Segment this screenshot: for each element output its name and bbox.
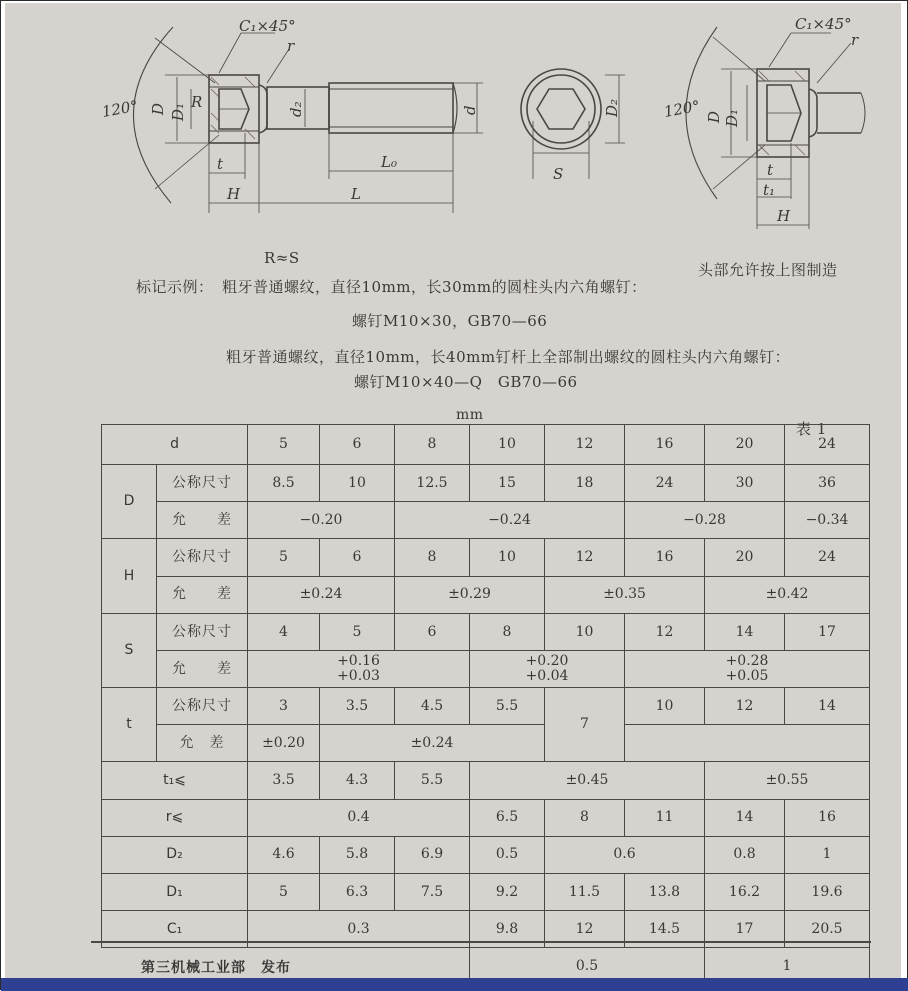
cell: 6	[395, 613, 470, 650]
cell: 3	[248, 688, 320, 725]
tol-upper: +0.28	[725, 653, 769, 670]
label-D-right: D	[705, 110, 723, 123]
label-t-left: t	[217, 155, 224, 173]
label-d: d	[461, 105, 479, 115]
row-H-nominal	[102, 539, 870, 576]
footer-rule	[91, 941, 871, 943]
cell: 5	[248, 425, 320, 465]
alternate-head-drawing	[686, 27, 865, 229]
cell: 6	[320, 425, 395, 465]
label-angle-left: 120°	[100, 96, 140, 121]
label-chamfer-left: C₁×45°	[239, 17, 296, 35]
label-D1-right: D₁	[723, 108, 741, 127]
label-D: D	[102, 465, 157, 539]
cell: 36	[785, 465, 870, 502]
label-R: R	[191, 93, 203, 111]
dimension-table	[101, 424, 870, 978]
cell	[625, 725, 870, 762]
label-d2: d₂	[287, 101, 305, 117]
cell: 4	[248, 613, 320, 650]
row-r	[102, 799, 870, 836]
label-r-right: r	[851, 31, 859, 49]
label-D1: D₁	[102, 873, 248, 910]
cell: 17	[705, 911, 785, 948]
cell: 0.6	[545, 836, 705, 873]
cell: 7	[545, 688, 625, 762]
row-t-nominal	[102, 688, 870, 725]
end-view-drawing	[521, 69, 625, 179]
cell: ±0.42	[705, 576, 870, 613]
cell: 16	[625, 425, 705, 465]
cell: 5	[320, 613, 395, 650]
cell: 1	[705, 948, 870, 978]
cell: 10	[320, 465, 395, 502]
cell: ±0.29	[395, 576, 545, 613]
cell: 8.5	[248, 465, 320, 502]
label-H-right: H	[777, 207, 791, 225]
cell: 0.8	[705, 836, 785, 873]
example2-mark: 螺钉M10×40—Q GB70—66	[354, 373, 578, 391]
label-C1: C₁	[102, 911, 248, 948]
label-nominal: 公称尺寸	[157, 613, 248, 650]
row-D2	[102, 836, 870, 873]
cell: 0.3	[248, 911, 470, 948]
label-nominal: 公称尺寸	[157, 539, 248, 576]
cell: 11	[625, 799, 705, 836]
label-L0: L₀	[381, 153, 397, 171]
label-D2: D₂	[102, 836, 248, 873]
cell: −0.34	[785, 502, 870, 539]
cell: 17	[785, 613, 870, 650]
label-L: L	[351, 185, 361, 203]
cell: 6	[320, 539, 395, 576]
cell: 0.4	[248, 799, 470, 836]
cell: 0.5	[470, 836, 545, 873]
cell: 12.5	[395, 465, 470, 502]
label-tolerance: 允 差	[157, 725, 248, 762]
label-angle-right: 120°	[662, 96, 702, 121]
cell: 6.9	[395, 836, 470, 873]
cell	[625, 650, 870, 687]
row-t1	[102, 762, 870, 799]
cell: 14	[785, 688, 870, 725]
cell: 10	[545, 613, 625, 650]
cell: ±0.55	[705, 762, 870, 799]
cell: 18	[545, 465, 625, 502]
window-bottom-bar	[1, 978, 908, 991]
cell: 0.5	[470, 948, 705, 978]
label-t: t	[102, 688, 157, 762]
publisher-text: 第三机械工业部 发布	[141, 960, 291, 976]
cell: 9.2	[470, 873, 545, 910]
cell: 20	[705, 539, 785, 576]
row-S-tolerance	[102, 650, 870, 687]
cell	[470, 650, 625, 687]
cell: 24	[785, 425, 870, 465]
row-D-tolerance	[102, 502, 870, 539]
cell: 12	[545, 425, 625, 465]
cell: ±0.20	[248, 725, 320, 762]
row-H-tolerance	[102, 576, 870, 613]
tol-lower: +0.04	[525, 668, 569, 685]
cell: 3.5	[320, 688, 395, 725]
cell: 24	[625, 465, 705, 502]
cell: 10	[625, 688, 705, 725]
cell: 24	[785, 539, 870, 576]
cell: 30	[705, 465, 785, 502]
cell: 11.5	[545, 873, 625, 910]
label-H: H	[102, 539, 157, 613]
cell: 5.8	[320, 836, 395, 873]
example2-text: 粗牙普通螺纹，直径10mm，长40mm钉杆上全部制出螺纹的圆柱头内六角螺钉：	[226, 348, 791, 366]
label-tolerance: 允 差	[157, 576, 248, 613]
label-d: d	[102, 425, 248, 465]
cell: −0.20	[248, 502, 395, 539]
cell: 19.6	[785, 873, 870, 910]
label-nominal: 公称尺寸	[157, 465, 248, 502]
label-t-right: t	[767, 161, 774, 179]
label-r: r⩽	[102, 799, 248, 836]
r-approx-note: R≈S	[264, 249, 300, 267]
cell: ±0.24	[320, 725, 545, 762]
cell: 9.8	[470, 911, 545, 948]
cell: 4.3	[320, 762, 395, 799]
head-note: 头部允许按上图制造	[698, 261, 838, 279]
label-t1: t₁⩽	[102, 762, 248, 799]
cell: 15	[470, 465, 545, 502]
cell: 13.8	[625, 873, 705, 910]
cell: 10	[470, 539, 545, 576]
label-r-left: r	[287, 37, 295, 55]
cell: 7.5	[395, 873, 470, 910]
cell: 16	[625, 539, 705, 576]
cell: 3.5	[248, 762, 320, 799]
label-H-left: H	[227, 185, 241, 203]
example1-text: 粗牙普通螺纹，直径10mm，长30mm的圆柱头内六角螺钉：	[222, 278, 647, 296]
tol-upper: +0.16	[337, 653, 380, 670]
cell: 5.5	[395, 762, 470, 799]
cell: 12	[625, 613, 705, 650]
label-D-left: D	[149, 102, 167, 115]
label-S: S	[102, 613, 157, 687]
cell: 8	[545, 799, 625, 836]
cell: 12	[545, 911, 625, 948]
row-d	[102, 425, 870, 465]
label-t1-right: t₁	[763, 181, 776, 199]
tol-upper: +0.20	[525, 653, 569, 670]
label-D2-drawing: D₂	[603, 98, 621, 117]
cell: 12	[705, 688, 785, 725]
cell: 6.5	[470, 799, 545, 836]
row-D-nominal	[102, 465, 870, 502]
cell: ±0.45	[470, 762, 705, 799]
label-S-drawing: S	[553, 165, 564, 183]
cell: 14	[705, 613, 785, 650]
cell: 4.6	[248, 836, 320, 873]
label-nominal: 公称尺寸	[157, 688, 248, 725]
cell: 10	[470, 425, 545, 465]
cell: 5	[248, 539, 320, 576]
cell: 16	[785, 799, 870, 836]
cell: 20.5	[785, 911, 870, 948]
cell: 8	[395, 425, 470, 465]
document-page	[5, 3, 901, 978]
cell: 14	[705, 799, 785, 836]
cell: 16.2	[705, 873, 785, 910]
label-D1-left: D₁	[169, 102, 187, 121]
table-caption: 表 1	[796, 420, 827, 438]
row-t-tolerance	[102, 725, 870, 762]
cell: 5	[248, 873, 320, 910]
cell: 20	[705, 425, 785, 465]
tol-lower: +0.03	[337, 668, 380, 685]
row-S-nominal	[102, 613, 870, 650]
example-prefix: 标记示例：	[136, 278, 214, 296]
cell: −0.28	[625, 502, 785, 539]
cell: −0.24	[395, 502, 625, 539]
cell: 12	[545, 539, 625, 576]
cell: 14.5	[625, 911, 705, 948]
example1-mark: 螺钉M10×30，GB70—66	[352, 312, 548, 330]
cell: ±0.35	[545, 576, 705, 613]
cell: 8	[395, 539, 470, 576]
row-D1	[102, 873, 870, 910]
cell: 6.3	[320, 873, 395, 910]
cell	[248, 650, 470, 687]
cell: ±0.24	[248, 576, 395, 613]
cell: 5.5	[470, 688, 545, 725]
tol-lower: +0.05	[725, 668, 769, 685]
label-tolerance: 允 差	[157, 650, 248, 687]
table-unit: mm	[456, 407, 484, 423]
cell: 8	[470, 613, 545, 650]
cell: 1	[785, 836, 870, 873]
cell: 4.5	[395, 688, 470, 725]
label-tolerance: 允 差	[157, 502, 248, 539]
label-chamfer-right: C₁×45°	[795, 15, 852, 33]
